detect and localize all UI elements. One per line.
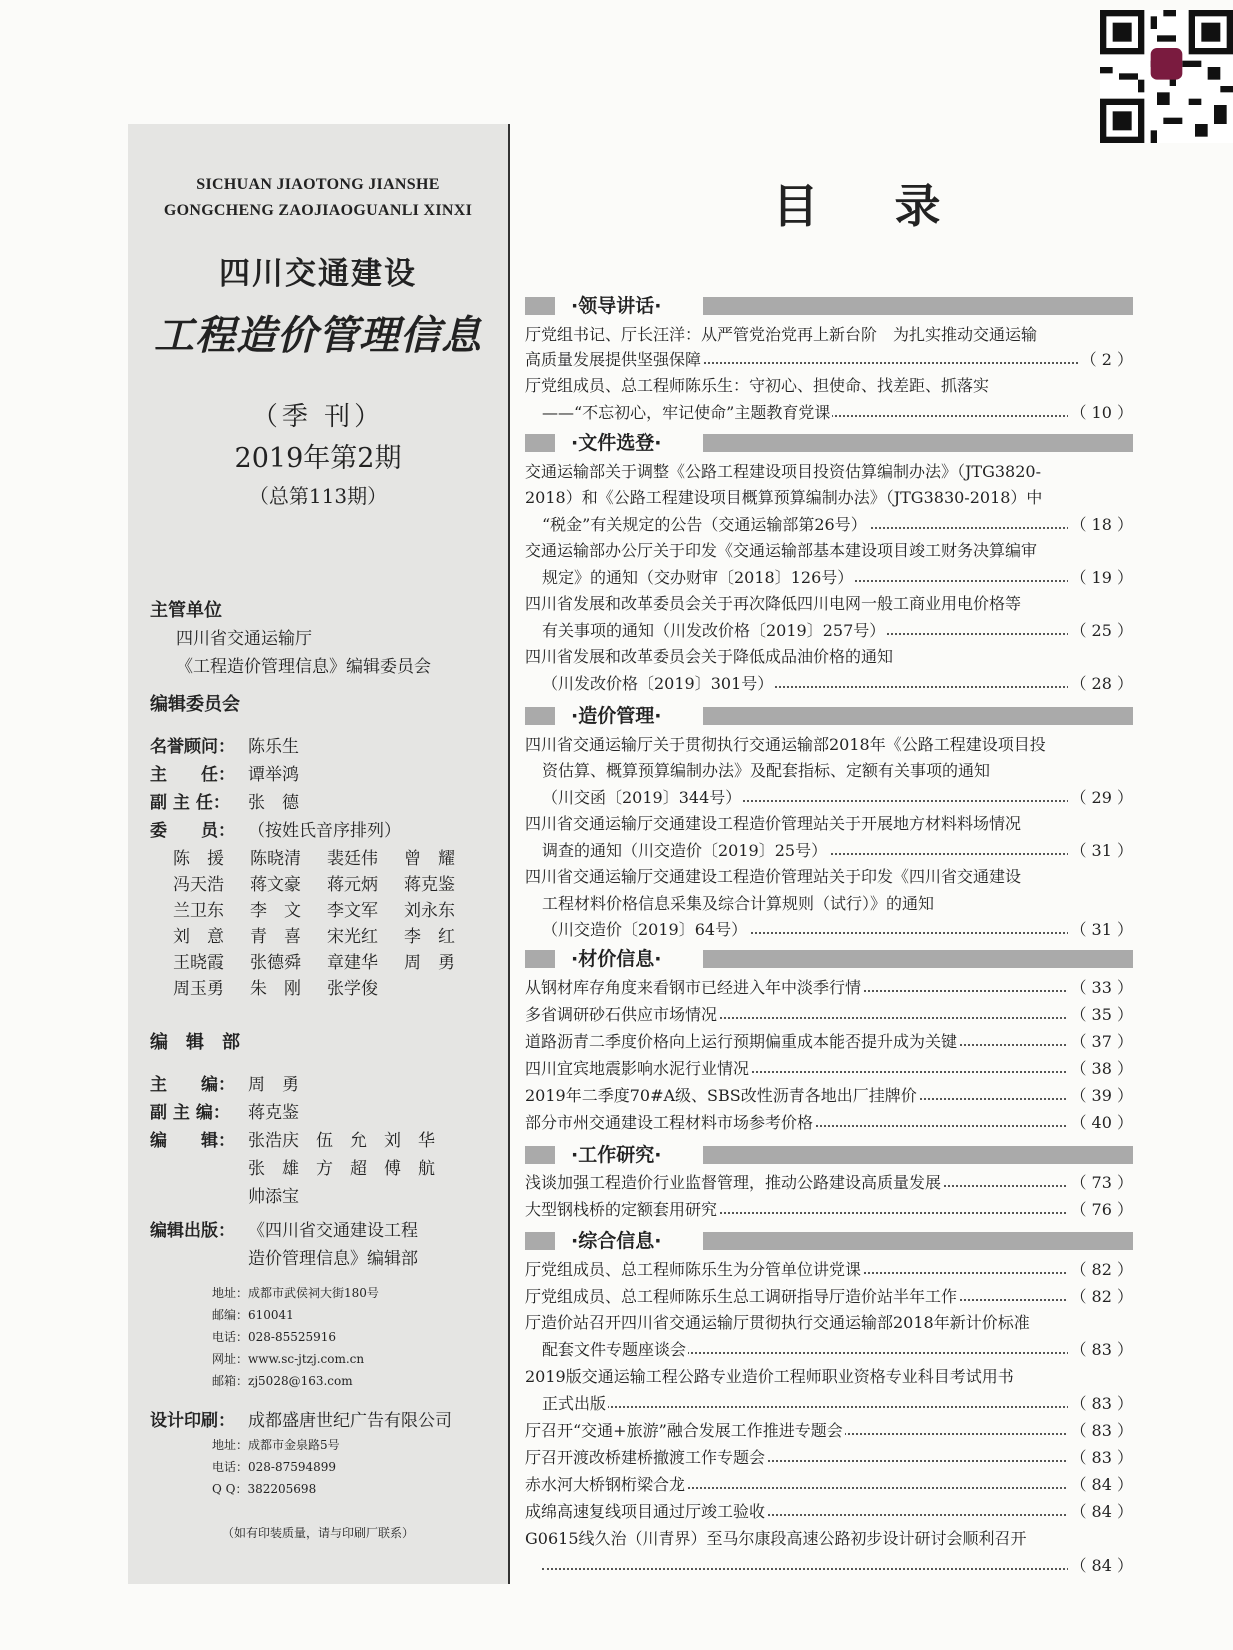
editorial-zip: 邮编：610041 — [212, 1308, 294, 1322]
toc-line: 资估算、概算预算编制办法》及配套指标、定额有关事项的通知 — [542, 761, 991, 780]
toc-entry[interactable]: 大型钢栈桥的定额套用研究 （ 76 ） — [525, 1200, 1133, 1219]
print-quality-note: （如有印装质量，请与印刷厂联系） — [221, 1526, 414, 1540]
editorial-email: 邮箱：zj5028@163.com — [212, 1374, 353, 1388]
section-header-material-prices: ·材价信息· — [525, 950, 1133, 968]
toc-entry[interactable]: 四川宜宾地震影响水泥行业情况 （ 38 ） — [525, 1059, 1133, 1078]
magazine-title: 四川交通建设 — [219, 256, 417, 292]
section-header-speeches: ·领导讲话· — [525, 297, 1133, 315]
toc-entry[interactable]: 正式出版 （ 83 ） — [542, 1394, 1133, 1413]
committee-heading: 编辑委员会 — [150, 694, 240, 715]
toc-entry[interactable]: （川交函〔2019〕344号） （ 29 ） — [542, 788, 1133, 807]
toc-entry[interactable]: 浅谈加强工程造价行业监督管理，推动公路建设高质量发展 （ 73 ） — [525, 1173, 1133, 1192]
members-grid: 陈 援 陈晓清 裴廷伟 曾 耀 冯天浩 蒋文豪 蒋元炳 蒋克鉴 兰卫东 李 文 李文军 刘永东 刘 意 青 喜 宋光红 李 红 王晓霞 张德舜 章建华 周 勇 周玉勇 朱 刚 张学俊 — [173, 849, 455, 999]
supervisor-line2: 《工程造价管理信息》编辑委员会 — [176, 657, 431, 677]
editors-line2: 张 雄 方 超 傅 航 — [248, 1159, 435, 1179]
toc-line: G0615线久治（川青界）至马尔康段高速公路初步设计研讨会顺利召开 — [525, 1529, 1027, 1548]
toc-entry[interactable]: 高质量发展提供坚强保障 （ 2 ） — [525, 350, 1133, 369]
toc-line: 2019版交通运输工程公路专业造价工程师职业资格专业科目考试用书 — [525, 1367, 1014, 1386]
toc-line: 工程材料价格信息采集及综合计算规则（试行）》的通知 — [542, 894, 935, 913]
qr-code — [1100, 10, 1233, 143]
toc-entry[interactable]: （川交造价〔2019〕64号） （ 31 ） — [542, 920, 1133, 939]
printer-address: 地址：成都市金泉路5号 — [212, 1438, 340, 1452]
publisher-line2: 造价管理信息》编辑部 — [248, 1249, 418, 1269]
editorial-address: 地址：成都市武侯祠大街180号 — [212, 1286, 379, 1300]
toc-line: 四川省交通运输厅交通建设工程造价管理站关于印发《四川省交通建设 — [525, 867, 1022, 886]
toc-line: 交通运输部办公厅关于印发《交通运输部基本建设项目竣工财务决算编审 — [525, 541, 1038, 560]
toc-line: 厅党组书记、厅长汪洋：从严管党治党再上新台阶 为扎实推动交通运输 — [525, 325, 1038, 344]
honorary-row: 名誉顾问： 陈乐生 — [150, 737, 299, 757]
toc-entry[interactable]: 赤水河大桥钢桁梁合龙 （ 84 ） — [525, 1475, 1133, 1494]
vice-editor-row: 副 主 编： 蒋克鉴 — [150, 1103, 299, 1123]
toc-entry[interactable]: 成绵高速复线项目通过厅竣工验收 （ 84 ） — [525, 1502, 1133, 1521]
toc-entry[interactable]: 从钢材库存角度来看钢市已经进入年中淡季行情 （ 33 ） — [525, 978, 1133, 997]
publisher-row: 编辑出版： 《四川省交通建设工程 — [150, 1221, 418, 1241]
vice-director-row: 副 主 任： 张 德 — [150, 793, 299, 813]
toc-entry[interactable]: 2019年二季度70#A级、SBS改性沥青各地出厂挂牌价 （ 39 ） — [525, 1086, 1133, 1105]
section-header-general-news: ·综合信息· — [525, 1232, 1133, 1250]
supervisor-heading: 主管单位 — [150, 600, 222, 621]
editorial-web: 网址：www.sc-jtzj.com.cn — [212, 1352, 365, 1366]
toc-line: 四川省交通运输厅关于贯彻执行交通运输部2018年《公路工程建设项目投 — [525, 735, 1046, 754]
cover-panel — [128, 124, 508, 1584]
toc-entry[interactable]: 多省调研砂石供应市场情况 （ 35 ） — [525, 1005, 1133, 1024]
section-header-research: ·工作研究· — [525, 1146, 1133, 1164]
supervisor-line1: 四川省交通运输厅 — [176, 629, 312, 649]
toc-entry[interactable]: 有关事项的通知（川发改价格〔2019〕257号） （ 25 ） — [542, 621, 1133, 640]
toc-line: 厅造价站召开四川省交通运输厅贯彻执行交通运输部2018年新计价标准 — [525, 1313, 1030, 1332]
editorial-phone: 电话：028-85525916 — [212, 1330, 337, 1344]
chief-editor-row: 主 编： 周 勇 — [150, 1075, 299, 1095]
members-row: 委 员： （按姓氏音序排列） — [150, 821, 401, 841]
toc-entry[interactable]: 厅召开“交通+旅游”融合发展工作推进专题会 （ 83 ） — [525, 1421, 1133, 1440]
toc-entry[interactable]: 规定》的通知（交办财审〔2018〕126号） （ 19 ） — [542, 568, 1133, 587]
toc-line: 四川省交通运输厅交通建设工程造价管理站关于开展地方材料料场情况 — [525, 814, 1022, 833]
toc-entry[interactable]: 厅党组成员、总工程师陈乐生总工调研指导厅造价站半年工作 （ 82 ） — [525, 1287, 1133, 1306]
english-title-line1: SICHUAN JIAOTONG JIANSHE — [196, 176, 440, 193]
toc-line: 四川省发展和改革委员会关于降低成品油价格的通知 — [525, 647, 894, 666]
toc-entry[interactable]: ——“不忘初心，牢记使命”主题教育党课 （ 10 ） — [542, 403, 1133, 422]
toc-entry[interactable]: （ 84 ） — [542, 1555, 1133, 1577]
toc-entry[interactable]: 调查的通知（川交造价〔2019〕25号） （ 31 ） — [542, 841, 1133, 860]
toc-line: 厅党组成员、总工程师陈乐生：守初心、担使命、找差距、抓落实 — [525, 376, 990, 395]
toc-line: 四川省发展和改革委员会关于再次降低四川电网一般工商业用电价格等 — [525, 594, 1022, 613]
english-title-line2: GONGCHENG ZAOJIAOGUANLI XINXI — [163, 202, 473, 219]
printer-phone: 电话：028-87594899 — [212, 1460, 337, 1474]
editors-row: 编 辑： 张浩庆 伍 允 刘 华 — [150, 1131, 435, 1151]
toc-entry[interactable]: “税金”有关规定的公告（交通运输部第26号） （ 18 ） — [542, 515, 1133, 534]
total-issue: （总第113期） — [248, 484, 388, 508]
magazine-calligraphy-title: 工程造价管理信息 — [154, 312, 482, 359]
toc-entry[interactable]: （川发改价格〔2019〕301号） （ 28 ） — [542, 674, 1133, 693]
director-row: 主 任： 谭举鸿 — [150, 765, 299, 785]
toc-line: 交通运输部关于调整《公路工程建设项目投资估算编制办法》（JTG3820- — [525, 462, 1041, 481]
section-header-documents: ·文件选登· — [525, 434, 1133, 452]
column-divider — [508, 124, 510, 1584]
toc-entry[interactable]: 厅召开渡改桥建桥撤渡工作专题会 （ 83 ） — [525, 1448, 1133, 1467]
printer-row: 设计印刷： 成都盛唐世纪广告有限公司 — [150, 1411, 452, 1431]
toc-line: 2018）和《公路工程建设项目概算预算编制办法》（JTG3830-2018）中 — [525, 488, 1043, 507]
editors-line3: 帅添宝 — [248, 1187, 299, 1207]
toc-entry[interactable]: 配套文件专题座谈会 （ 83 ） — [542, 1340, 1133, 1359]
printer-qq: Q Q：382205698 — [212, 1482, 317, 1496]
toc-entry[interactable]: 部分市州交通建设工程材料市场参考价格 （ 40 ） — [525, 1113, 1133, 1132]
frequency-label: （季 刊） — [251, 402, 385, 432]
toc-entry[interactable]: 道路沥青二季度价格向上运行预期偏重成本能否提升成为关键 （ 37 ） — [525, 1032, 1133, 1051]
toc-title: 目 录 — [772, 179, 971, 233]
toc-entry[interactable]: 厅党组成员、总工程师陈乐生为分管单位讲党课 （ 82 ） — [525, 1260, 1133, 1279]
section-header-cost-management: ·造价管理· — [525, 707, 1133, 725]
issue-number: 2019年第2期 — [234, 443, 402, 474]
editorial-heading: 编 辑 部 — [150, 1032, 240, 1053]
